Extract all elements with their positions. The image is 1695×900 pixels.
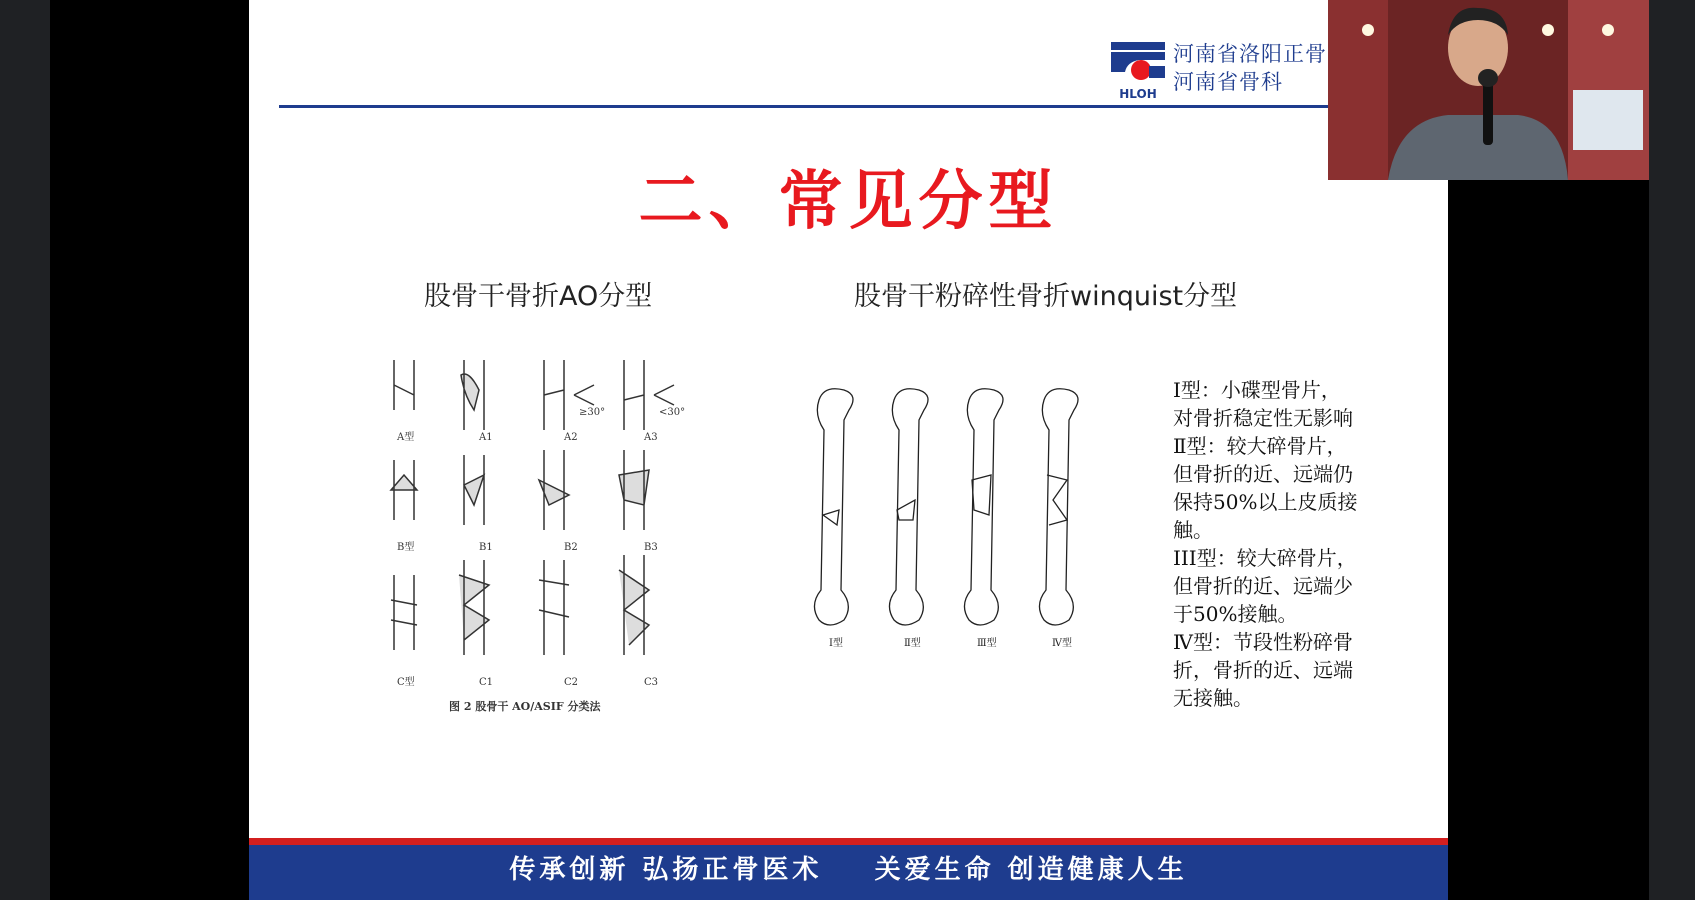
winquist-desc-line: III型：较大碎骨片， [1173, 546, 1357, 570]
winquist-label-3: Ⅲ型 [977, 638, 997, 649]
ao-angle-ge30: ≥30° [579, 407, 606, 418]
ao-caption: 图 2 股骨干 AO/ASIF 分类法 [449, 700, 601, 713]
ao-label-a3: A3 [644, 432, 658, 443]
ao-label-a1: A1 [479, 432, 493, 443]
logo-line-2: 河南省骨科 [1173, 70, 1283, 94]
footer-red-stripe [249, 838, 1448, 845]
winquist-desc-line: 但骨折的近、远端少 [1173, 574, 1353, 598]
winquist-desc-line: 折，骨折的近、远端 [1173, 658, 1353, 682]
ao-label-c2: C2 [564, 677, 579, 688]
ao-label-c: C型 [397, 677, 415, 688]
ao-label-b: B型 [397, 542, 415, 553]
winquist-desc-line: Ⅰ型：小碟型骨片， [1173, 378, 1341, 402]
hospital-logo [1109, 40, 1327, 100]
logo-text [1173, 40, 1327, 96]
right-gutter [1649, 0, 1695, 900]
presenter-webcam-video [1328, 0, 1649, 180]
ao-label-b2: B2 [564, 542, 578, 553]
winquist-label-2: Ⅱ型 [904, 638, 921, 649]
header-divider [279, 105, 1339, 108]
winquist-desc-line: 于50%接触。 [1173, 602, 1298, 626]
ao-angle-lt30: <30° [659, 407, 686, 418]
ao-label-a2: A2 [564, 432, 578, 443]
ao-subtitle: 股骨干骨折AO分型 [424, 281, 653, 312]
winquist-subtitle: 股骨干粉碎性骨折winquist分型 [854, 281, 1238, 312]
winquist-label-4: Ⅳ型 [1052, 638, 1072, 649]
ao-label-b3: B3 [644, 542, 658, 553]
winquist-desc-line: Ⅳ型：节段性粉碎骨 [1173, 630, 1353, 654]
winquist-description [1173, 376, 1388, 712]
ao-label-b1: B1 [479, 542, 493, 553]
winquist-desc-line: 无接触。 [1173, 686, 1253, 710]
winquist-desc-line: Ⅱ型：较大碎骨片， [1173, 434, 1347, 458]
ao-label-a: A型 [397, 432, 415, 443]
hospital-logo-icon [1109, 40, 1167, 100]
winquist-classification-figure [809, 380, 1109, 650]
logo-line-1: 河南省洛阳正骨 [1173, 42, 1327, 66]
logo-mark-text: HLOH [1119, 87, 1157, 100]
ao-classification-figure [379, 355, 699, 715]
winquist-desc-line: 但骨折的近、远端仍 [1173, 462, 1353, 486]
ao-label-c1: C1 [479, 677, 494, 688]
left-gutter [0, 0, 50, 900]
slide-title: 二、常见分型 [638, 164, 1059, 239]
presentation-slide [249, 0, 1448, 900]
presenter-image [1328, 0, 1649, 180]
footer-slogan: 传承创新 弘扬正骨医术 关爱生命 创造健康人生 [509, 855, 1188, 885]
winquist-label-1: Ⅰ型 [829, 638, 843, 649]
winquist-desc-line: 对骨折稳定性无影响 [1173, 406, 1353, 430]
ao-label-c3: C3 [644, 677, 659, 688]
winquist-desc-line: 保持50%以上皮质接 [1173, 490, 1358, 514]
winquist-desc-line: 触。 [1173, 518, 1213, 542]
